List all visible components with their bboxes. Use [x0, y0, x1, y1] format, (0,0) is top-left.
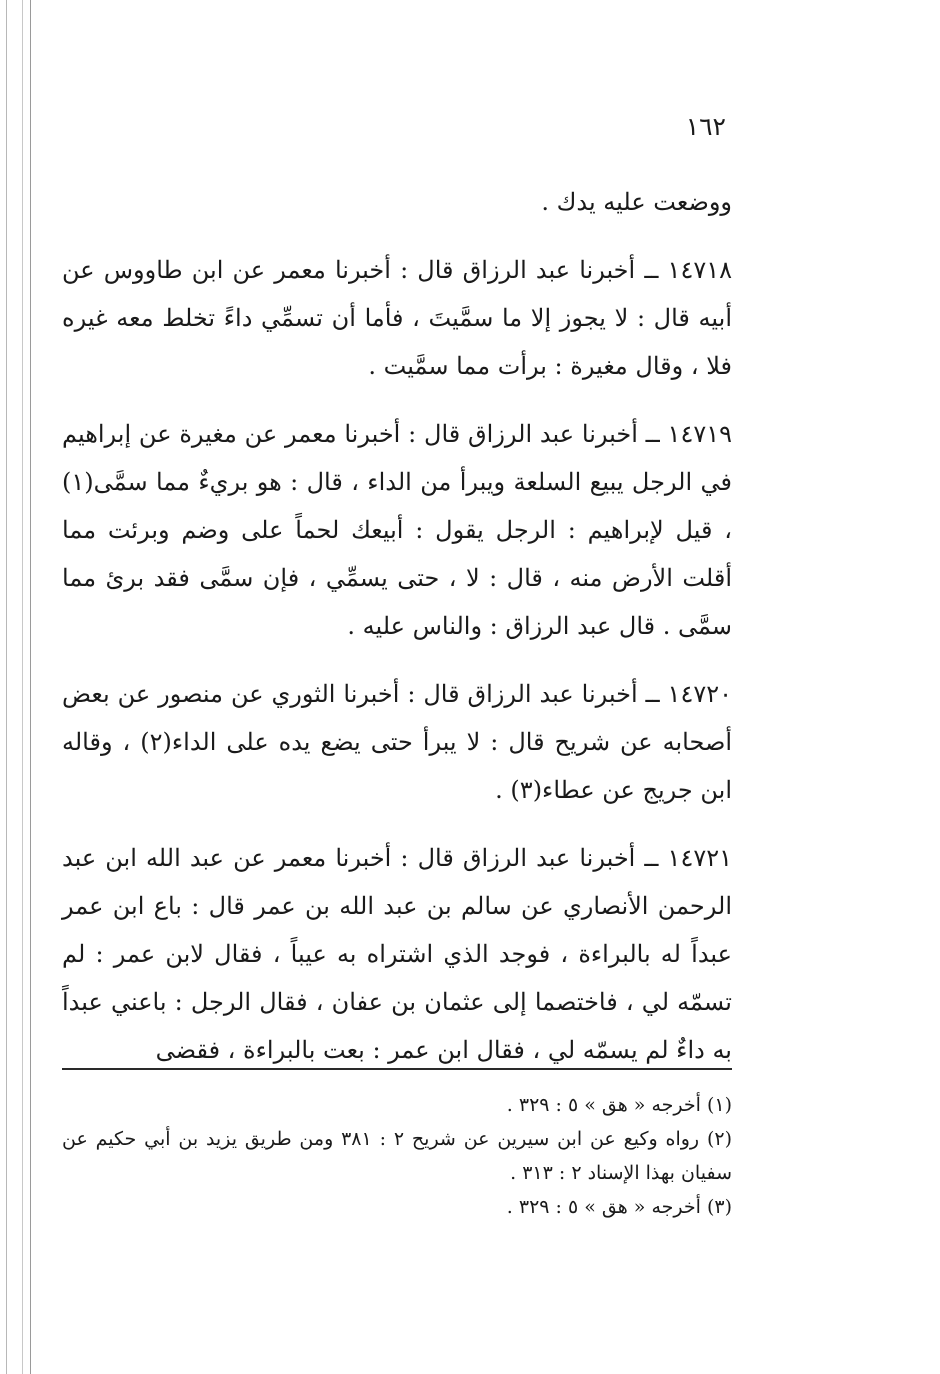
hadith-14720: ١٤٧٢٠ ــ أخبرنا عبد الرزاق قال : أخبرنا الثوري عن منصور عن بعض أصحابه عن شريح قال : لا يبرأ حتى يضع يده على الداء(٢) ، وقاله ابن جريج عن عطاء(٣) .	[62, 680, 732, 804]
footnote-divider	[62, 1068, 732, 1070]
footnote-1: (١) أخرجه « هق » ٥ : ٣٢٩ .	[506, 1094, 732, 1116]
paragraph-continuation: ووضعت عليه يدك .	[541, 188, 732, 216]
footnote-3: (٣) أخرجه « هق » ٥ : ٣٢٩ .	[506, 1196, 732, 1218]
scan-edge-line	[6, 0, 7, 1374]
hadith-14718: ١٤٧١٨ ــ أخبرنا عبد الرزاق قال : أخبرنا معمر عن ابن طاووس عن أبيه قال : لا يجوز إلا ما سمَّيتَ ، فأما أن تسمِّي داءً تخلط معه غيره فلا ، وقال مغيرة : برأت مما سمَّيت .	[62, 256, 732, 380]
hadith-14719: ١٤٧١٩ ــ أخبرنا عبد الرزاق قال : أخبرنا معمر عن مغيرة عن إبراهيم في الرجل يبيع السلعة ويبرأ من الداء ، قال : هو بريءٌ مما سمَّى(١) ، قيل لإبراهيم : الرجل يقول : أبيعك لحماً على وضم وبرئت مما أقلت الأرض منه ، قال : لا ، حتى يسمِّي ، فإن سمَّى فقد برئ مما سمَّى . قال عبد الرزاق : والناس عليه .	[62, 420, 732, 640]
page-number: ١٦٢	[685, 112, 726, 141]
hadith-14721: ١٤٧٢١ ــ أخبرنا عبد الرزاق قال : أخبرنا معمر عن عبد الله ابن عبد الرحمن الأنصاري عن سالم بن عبد الله بن عمر قال : باع ابن عمر عبداً له بالبراءة ، فوجد الذي اشتراه به عيباً ، فقال لابن عمر : لم تسمّه لي ، فاختصما إلى عثمان بن عفان ، فقال الرجل : باعني عبداً به داءٌ لم يسمّه لي ، فقال ابن عمر : بعت بالبراءة ، فقضى	[62, 844, 732, 1064]
scan-edge-line	[22, 0, 23, 1374]
footnote-2: (٢) رواه وكيع عن ابن سيرين عن شريح ٢ : ٣٨١ ومن طريق يزيد بن أبي حكيم عن سفيان بهذا الإسناد ٢ : ٣١٣ .	[62, 1128, 733, 1184]
main-text	[62, 178, 732, 1074]
footnotes	[62, 1088, 732, 1224]
scan-edge-line	[30, 0, 31, 1374]
